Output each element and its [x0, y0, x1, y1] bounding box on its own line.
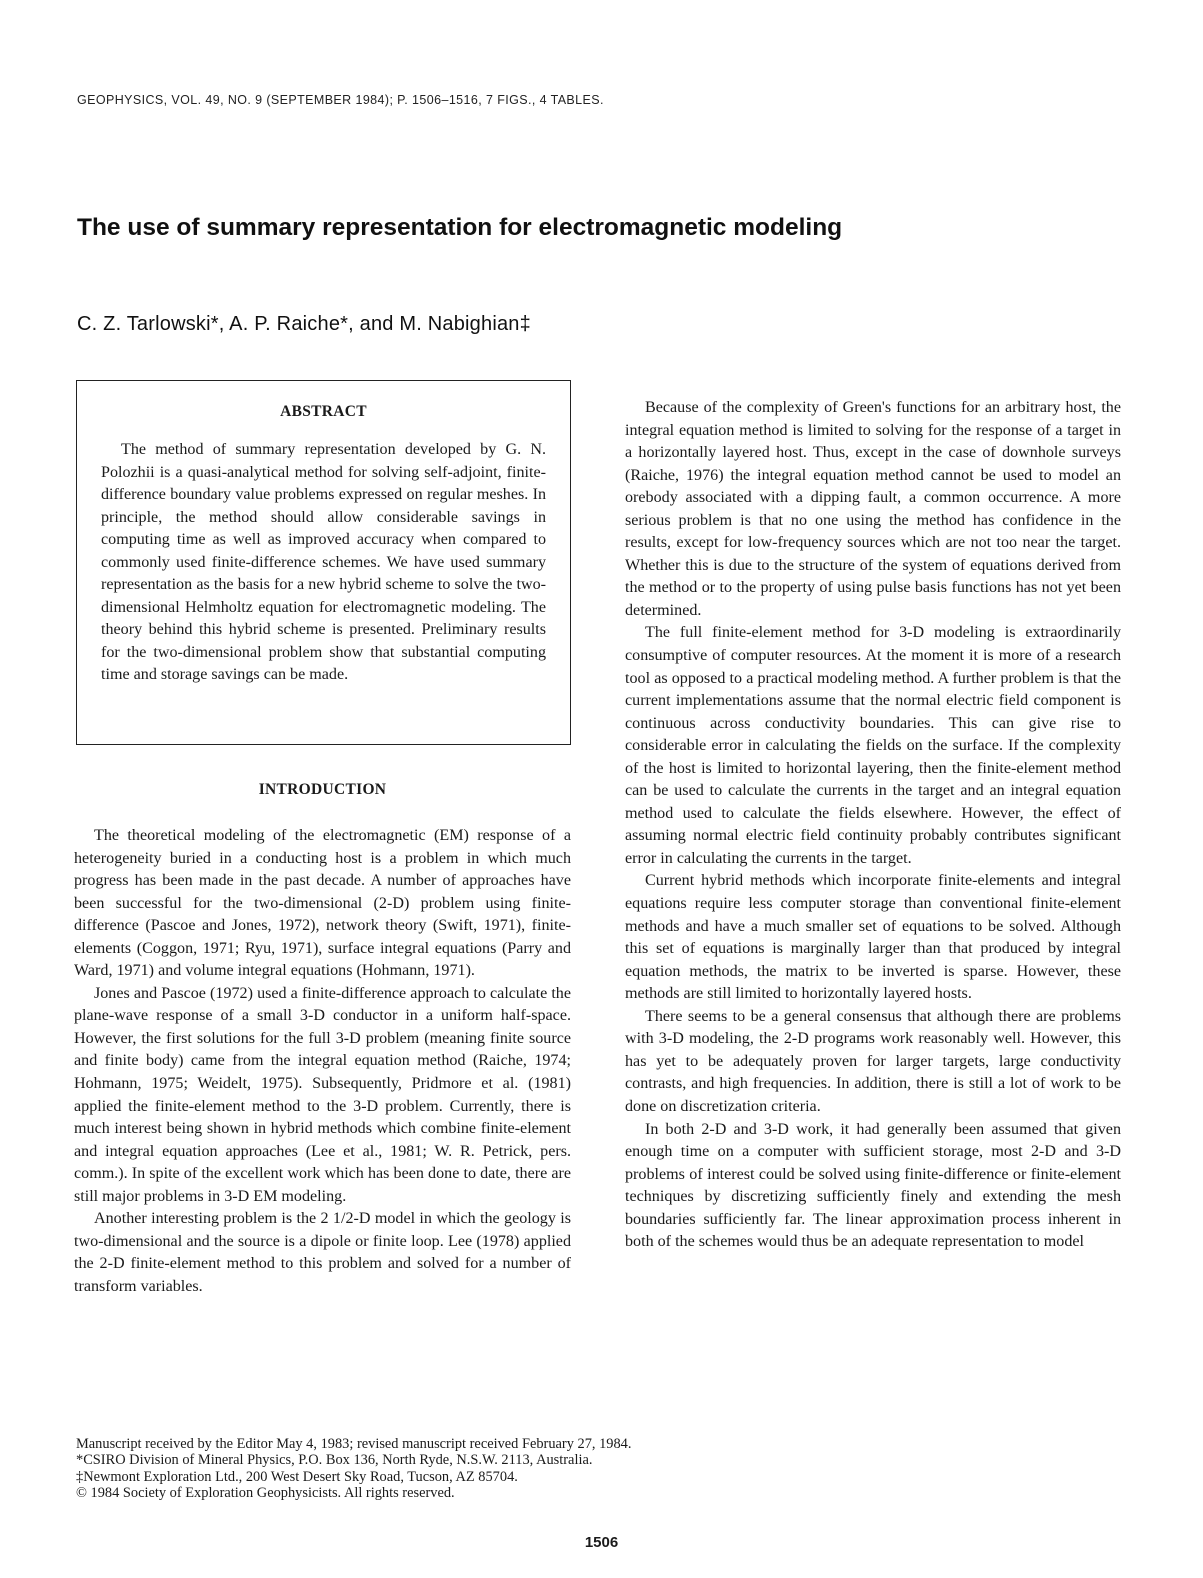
footnotes: [76, 1436, 836, 1501]
paragraph: Current hybrid methods which incorporate finite-elements and integral equations require less computer storage than conventional finite-element methods and have a much smaller set of equations to be solved. Although this set of equations is marginally larger than that produced by integral equation methods, the matrix to be inverted is sparse. However, these methods are still limited to horizontally layered hosts.: [625, 872, 1121, 1003]
author-list: C. Z. Tarlowski*, A. P. Raiche*, and M. Nabighian‡: [77, 313, 531, 335]
abstract-text: The method of summary representation developed by G. N. Polozhii is a quasi-analytical method for solving self-adjoint, finite-difference boundary value problems expressed on regular meshes. In principle, the method should allow considerable savings in computing time as well as improved accuracy when compared to commonly used finite-difference schemes. We have used summary representation as the basis for a new hybrid scheme to solve the two-dimensional Helmholtz equation for electromagnetic modeling. The theory behind this hybrid scheme is presented. Preliminary results for the two-dimensional problem show that substantial computing time and storage savings can be made.: [101, 441, 546, 683]
paragraph: Jones and Pascoe (1972) used a finite-difference approach to calculate the plane-wave response of a small 3-D conductor in a uniform half-space. However, the first solutions for the full 3-D problem (meaning finite source and finite body) came from the integral equation method (Raiche, 1974; Hohmann, 1975; Weidelt, 1975). Subsequently, Pridmore et al. (1981) applied the finite-element method to the 3-D problem. Currently, there is much interest being shown in hybrid methods which combine finite-element and integral equation approaches (Lee et al., 1981; W. R. Petrick, pers. comm.). In spite of the excellent work which has been done to date, there are still major problems in 3-D EM modeling.: [74, 984, 571, 1205]
paragraph: Another interesting problem is the 2 1/2-D model in which the geology is two-dimensional and the source is a dipole or finite loop. Lee (1978) applied the 2-D finite-element method to this problem and solved for a number of transform variables.: [74, 1210, 571, 1295]
footnote-copyright: © 1984 Society of Exploration Geophysicists. All rights reserved.: [76, 1484, 455, 1501]
paragraph: Because of the complexity of Green's functions for an arbitrary host, the integral equation method is limited to solving for the response of a target in a horizontally layered host. Thus, except in the case of downhole surveys (Raiche, 1976) the integral equation method cannot be used to model an orebody associated with a dipping fault, a common occurrence. A more serious problem is that no one using the method has confidence in the results, except for low-frequency sources which are not too near the target. Whether this is due to the structure of the system of equations derived from the method or to the property of using pulse basis functions has not yet been determined.: [625, 399, 1121, 619]
footnote-affiliation-newmont: ‡Newmont Exploration Ltd., 200 West Desert Sky Road, Tucson, AZ 85704.: [76, 1468, 518, 1485]
abstract-heading: ABSTRACT: [280, 403, 367, 420]
paper-title: The use of summary representation for electromagnetic modeling: [77, 214, 843, 241]
paragraph: In both 2-D and 3-D work, it had generally been assumed that given enough time on a computer with sufficient storage, most 2-D and 3-D problems of interest could be solved using finite-difference or finite-element techniques by discretizing sufficiently finely and extending the mesh boundaries sufficiently far. The linear approximation process inherent in both of the schemes would thus be an adequate representation to model: [625, 1120, 1121, 1251]
abstract-box: [76, 380, 571, 745]
introduction-heading: INTRODUCTION: [258, 781, 387, 798]
paragraph: There seems to be a general consensus that although there are problems with 3-D modeling, the 2-D programs work reasonably well. However, this has yet to be adequately proven for larger targets, large conductivity contrasts, and high frequencies. In addition, there is still a lot of work to be done on discretization criteria.: [625, 1007, 1121, 1115]
journal-citation-line: GEOPHYSICS, VOL. 49, NO. 9 (SEPTEMBER 1984); P. 1506–1516, 7 FIGS., 4 TABLES.: [77, 93, 604, 107]
paragraph: The full finite-element method for 3-D modeling is extraordinarily consumptive of computer resources. At the moment it is more of a research tool as opposed to a practical modeling method. A further problem is that the current implementations assume that the normal electric field component is continuous across conductivity boundaries. This can give rise to considerable error in calculating the fields on the surface. If the complexity of the host is limited to horizontal layering, then the finite-element method can be used to calculate the currents in the target and an integral equation method used to calculate the fields elsewhere. However, the effect of assuming normal electric field continuity probably contributes significant error in calculating the currents in the target.: [625, 624, 1121, 867]
left-column: [74, 825, 571, 1298]
paragraph: The theoretical modeling of the electromagnetic (EM) response of a heterogeneity buried in a conducting host is a problem in which much progress has been made in the past decade. A number of approaches have been successful for the two-dimensional (2-D) problem using finite-difference (Pascoe and Jones, 1972), network theory (Swift, 1971), finite-elements (Coggon, 1971; Ryu, 1971), surface integral equations (Parry and Ward, 1971) and volume integral equations (Hohmann, 1971).: [74, 827, 571, 980]
footnote-manuscript: Manuscript received by the Editor May 4, 1983; revised manuscript received February 27, 1984.: [76, 1436, 632, 1452]
footnote-affiliation-csiro: *CSIRO Division of Mineral Physics, P.O. Box 136, North Ryde, N.S.W. 2113, Australia.: [76, 1452, 593, 1469]
page-number: 1506: [584, 1534, 619, 1551]
right-column: [625, 397, 1121, 1254]
